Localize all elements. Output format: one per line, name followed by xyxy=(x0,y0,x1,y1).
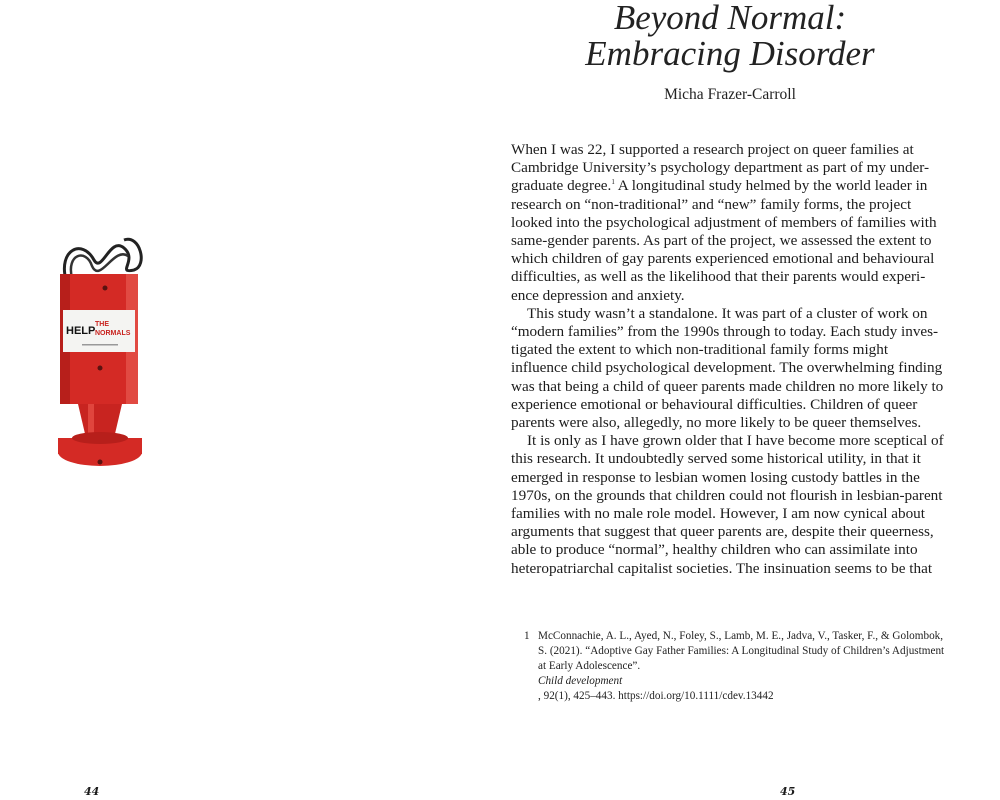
label-help: HELP xyxy=(66,325,96,337)
journal-name: Child development xyxy=(538,675,623,687)
text-line xyxy=(511,177,961,195)
label-normals: NORMALS xyxy=(95,330,131,337)
text-line: emerged in response to lesbian women losing custody battles in the xyxy=(511,468,920,486)
text-line: influence child psychological development. The overwhelming finding xyxy=(511,359,943,377)
body-text xyxy=(511,141,961,578)
text-line: able to produce “normal”, healthy children who can assimilate into xyxy=(511,541,918,559)
text-line: arguments that suggest that queer parents are, despite their queerness, xyxy=(511,523,934,541)
footnote-line: McConnachie, A. L., Ayed, N., Foley, S., Lamb, M. E., Jadva, V., Tasker, F., & Golombok, xyxy=(538,630,944,642)
footnote-line xyxy=(538,659,964,704)
text-line: which children of gay parents experienced emotional and behavioural xyxy=(511,250,935,268)
text-fragment: A longitudinal study helmed by the world leader in xyxy=(614,177,928,195)
text-line: experience emotional or behavioural difficulties. Children of queer xyxy=(511,395,918,413)
text-line: “modern families” from the 1990s through to today. Each study inves- xyxy=(511,323,939,341)
footnote-marker[interactable]: 1 xyxy=(611,178,615,187)
text-line: this research. It undoubtedly served some historical utility, in that it xyxy=(511,450,921,468)
text-line: This study wasn’t a standalone. It was part of a cluster of work on xyxy=(527,304,928,322)
chapter-title xyxy=(580,0,880,72)
label-the: THE xyxy=(95,321,109,328)
text-line: was that being a child of queer parents made children no more likely to xyxy=(511,377,944,395)
author-name: Micha Frazer-Carroll xyxy=(664,86,796,103)
right-page xyxy=(500,0,1000,800)
paragraph-2 xyxy=(511,305,961,432)
text-line: heteropatriarchal capitalist societies. The insinuation seems to be that xyxy=(511,559,933,577)
text-fragment: graduate degree. xyxy=(511,177,612,195)
text-line: families with no male role model. However, I am now cynical about xyxy=(511,505,925,523)
footnote-fragment[interactable]: , 92(1), 425–443. https://doi.org/10.1111/cdev.13442 xyxy=(538,690,774,702)
page-number-right: 45 xyxy=(780,785,796,798)
text-line: same-gender parents. As part of the project, we assessed the extent to xyxy=(511,232,932,250)
text-line: parents were also, allegedly, no more likely to be queer themselves. xyxy=(511,414,922,432)
text-line: When I was 22, I supported a research project on queer families at xyxy=(511,141,914,158)
help-the-normals-collection-box-image xyxy=(52,230,162,482)
text-line: research on “non-traditional” and “new” family forms, the project xyxy=(511,195,912,213)
footnote-fragment: at Early Adolescence”. xyxy=(538,660,641,672)
text-line: looked into the psychological adjustment of members of families with xyxy=(511,213,937,231)
footnote-text xyxy=(538,629,964,704)
paragraph-1 xyxy=(511,141,961,305)
text-line: ence depression and anxiety. xyxy=(511,286,685,304)
text-line: difficulties, as well as the likelihood that their parents would experi- xyxy=(511,268,926,286)
footnote-number: 1 xyxy=(524,630,530,642)
text-line: It is only as I have grown older that I have become more sceptical of xyxy=(527,432,944,450)
footnote-line: S. (2021). “Adoptive Gay Father Families: A Longitudinal Study of Children’s Adjustment xyxy=(538,645,945,657)
text-line: 1970s, on the grounds that children could not flourish in lesbian-parent xyxy=(511,486,943,504)
title-line-1: Beyond Normal: xyxy=(613,0,847,37)
footnote xyxy=(524,629,964,704)
title-line-2: Embracing Disorder xyxy=(585,34,875,73)
paragraph-3 xyxy=(511,432,961,578)
text-line: Cambridge University’s psychology department as part of my under- xyxy=(511,159,930,177)
page-number-left: 44 xyxy=(84,785,100,798)
text-line: tigated the extent to which non-traditional family forms might xyxy=(511,341,889,359)
